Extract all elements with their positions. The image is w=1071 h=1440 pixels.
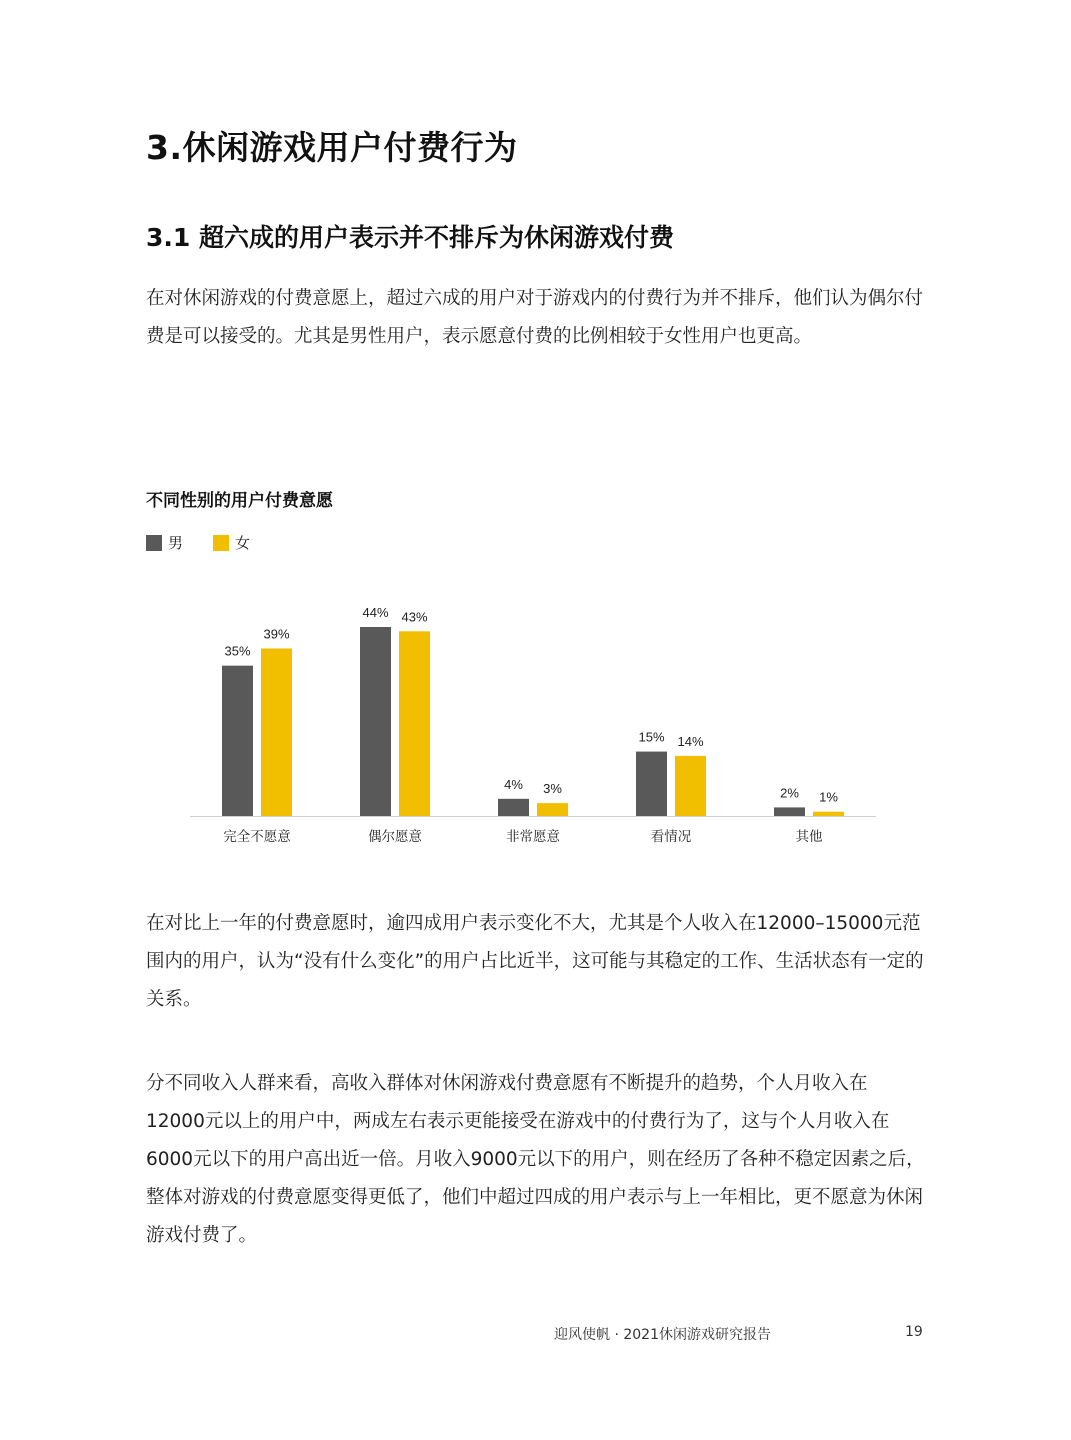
bar-female-0: [261, 648, 292, 816]
data-label-female-1: 43%: [401, 609, 428, 625]
data-label-male-4: 2%: [780, 785, 799, 801]
income-paragraph: 分不同收入人群来看，高收入群体对休闲游戏付费意愿有不断提升的趋势，个人月收入在12000元以上的用户中，两成左右表示更能接受在游戏中的付费行为了，这与个人月收入在6000元以下的用户高出近一倍。月收入9000元以下的用户，则在经历了各种不稳定因素之后，整体对游戏的付费意愿变得更低了，他们中超过四成的用户表示与上一年相比，更不愿意为休闲游戏付费了。: [146, 1073, 925, 1246]
bar-female-4: [813, 812, 844, 816]
category-label-4: 其他: [795, 829, 823, 845]
bar-male-3: [636, 752, 667, 816]
bar-female-1: [399, 631, 430, 816]
data-label-female-3: 14%: [677, 733, 704, 749]
bar-male-4: [774, 807, 805, 816]
bar-female-3: [675, 756, 706, 816]
intro-paragraph: 在对休闲游戏的付费意愿上，超过六成的用户对于游戏内的付费行为并不排斥，他们认为偶尔付费是可以接受的。尤其是男性用户，表示愿意付费的比例相较于女性用户也更高。: [146, 288, 924, 347]
legend-label-male: 男: [168, 534, 184, 552]
legend-label-female: 女: [235, 534, 251, 552]
data-label-female-0: 39%: [263, 626, 290, 642]
data-label-male-1: 44%: [362, 605, 389, 620]
data-label-male-2: 4%: [504, 776, 523, 792]
category-label-1: 偶尔愿意: [368, 829, 422, 845]
footer-title: 迎风使帆 · 2021休闲游戏研究报告: [554, 1327, 771, 1343]
bar-male-0: [222, 666, 253, 816]
page-number: 19: [905, 1324, 923, 1340]
page-heading: 3.休闲游戏用户付费行为: [146, 128, 518, 167]
data-label-female-4: 1%: [819, 789, 838, 805]
category-label-3: 看情况: [650, 829, 692, 845]
category-label-0: 完全不愿意: [223, 829, 291, 845]
data-label-male-3: 15%: [638, 729, 665, 745]
section-subheading: 3.1 超六成的用户表示并不排斥为休闲游戏付费: [146, 223, 674, 252]
data-label-male-0: 35%: [224, 643, 251, 659]
chart-title: 不同性别的用户付费意愿: [146, 491, 333, 511]
comparison-paragraph: 在对比上一年的付费意愿时，逾四成用户表示变化不大，尤其是个人收入在12000–15000元范围内的用户，认为“没有什么变化”的用户占比近半，这可能与其稳定的工作、生活状态有一定的关系。: [146, 913, 924, 1010]
bar-female-2: [537, 803, 568, 816]
category-label-2: 非常愿意: [506, 829, 560, 845]
bar-male-1: [360, 627, 391, 816]
data-label-female-2: 3%: [543, 781, 562, 797]
bar-male-2: [498, 799, 529, 816]
